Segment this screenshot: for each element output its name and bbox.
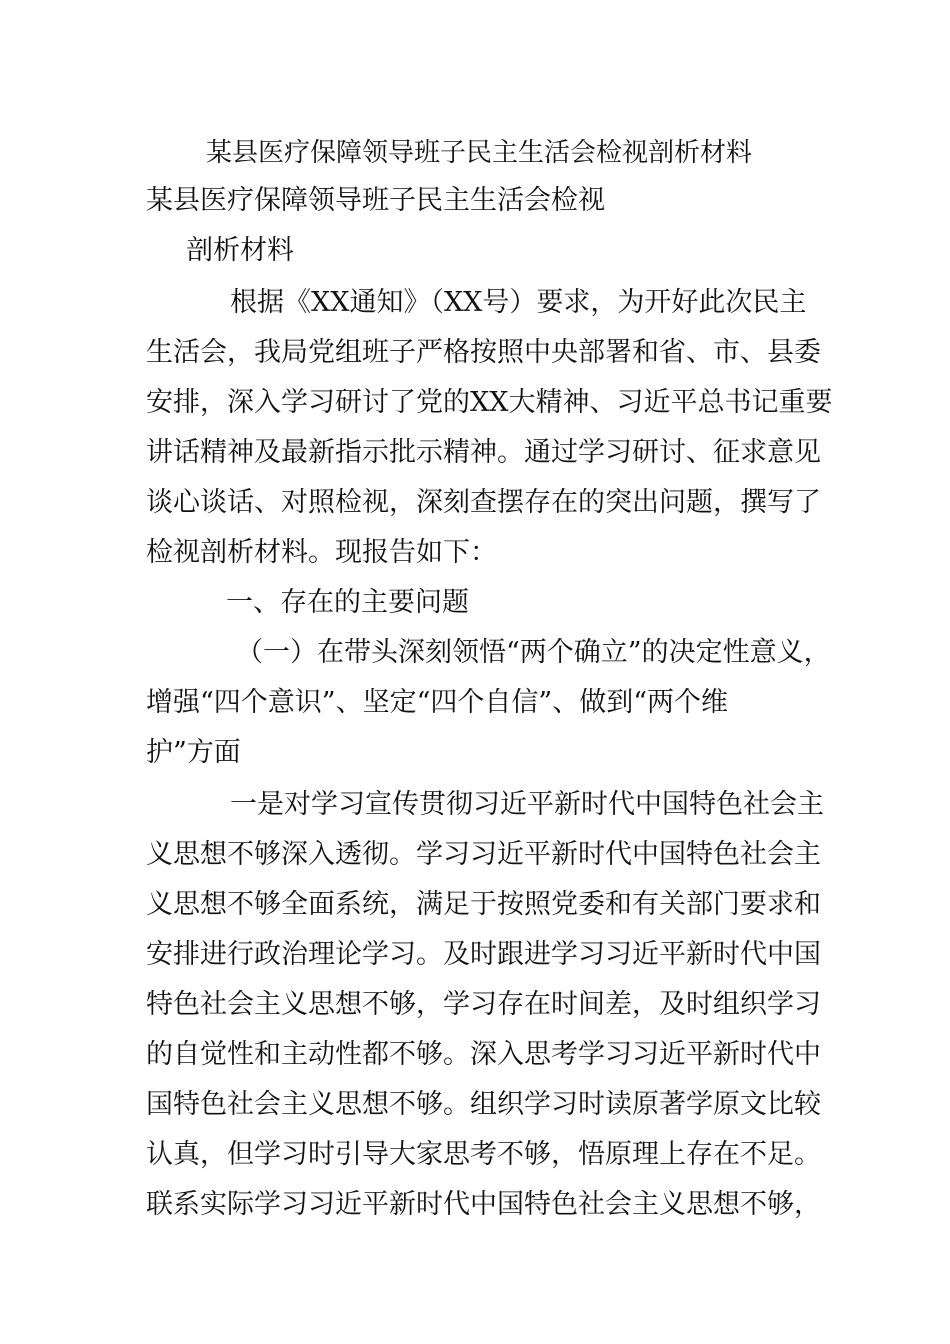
point-1-line: 国特色社会主义思想不够。组织学习时读原著学原文比较 bbox=[146, 1089, 821, 1120]
point-1-line: 义思想不够全面系统，满足于按照党委和有关部门要求和 bbox=[146, 889, 821, 920]
section-1-heading: 一、存在的主要问题 bbox=[226, 587, 469, 618]
intro-line: 谈心谈话、对照检视，深刻查摆存在的突出问题，撰写了 bbox=[146, 487, 821, 518]
intro-line: 检视剖析材料。现报告如下： bbox=[146, 537, 497, 568]
point-1-line: 安排进行政治理论学习。及时跟进学习习近平新时代中国 bbox=[146, 939, 821, 970]
document-title: 某县医疗保障领导班子民主生活会检视剖析材料 bbox=[206, 138, 753, 168]
point-1-line: 一是对学习宣传贯彻习近平新时代中国特色社会主 bbox=[230, 789, 824, 820]
document-subtitle-line-1: 某县医疗保障领导班子民主生活会检视 bbox=[146, 185, 605, 216]
subsection-heading-line: 增强“四个意识”、坚定“四个自信”、做到“两个维 bbox=[146, 687, 729, 718]
point-1-line: 认真，但学习时引导大家思考不够，悟原理上存在不足。 bbox=[146, 1139, 821, 1170]
point-1-line: 的自觉性和主动性都不够。深入思考学习习近平新时代中 bbox=[146, 1039, 821, 1070]
intro-line: 生活会，我局党组班子严格按照中央部署和省、市、县委 bbox=[146, 337, 821, 368]
point-1-line: 联系实际学习习近平新时代中国特色社会主义思想不够， bbox=[146, 1189, 821, 1220]
intro-line: 根据《XX通知》（XX号）要求，为开好此次民主 bbox=[230, 287, 807, 318]
intro-line: 讲话精神及最新指示批示精神。通过学习研讨、征求意见 bbox=[146, 437, 821, 468]
intro-line: 安排，深入学习研讨了党的XX大精神、习近平总书记重要 bbox=[146, 387, 833, 418]
point-1-line: 义思想不够深入透彻。学习习近平新时代中国特色社会主 bbox=[146, 839, 821, 870]
subsection-heading-line: （一）在带头深刻领悟“两个确立”的决定性意义， bbox=[236, 637, 831, 668]
subsection-heading-line: 护”方面 bbox=[146, 737, 241, 768]
document-subtitle-line-2: 剖析材料 bbox=[186, 235, 294, 266]
point-1-line: 特色社会主义思想不够，学习存在时间差，及时组织学习 bbox=[146, 989, 821, 1020]
